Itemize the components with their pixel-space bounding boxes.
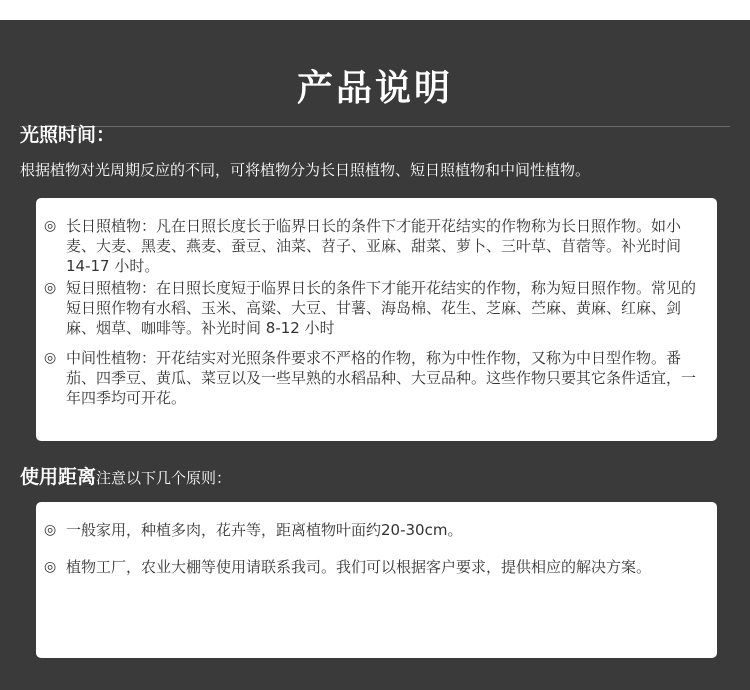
page-title: 产品说明 (296, 67, 453, 109)
title-divider (20, 126, 730, 127)
list-item-long-day (44, 216, 705, 276)
list-item-home-use (44, 520, 705, 541)
bullet-icon: ◎ (44, 350, 57, 366)
home-use-text: 一般家用，种植多肉，花卉等，距离植物叶面约20-30cm。 (66, 521, 463, 539)
light-types-card (36, 198, 717, 441)
distance-heading (20, 464, 231, 491)
distance-card (36, 502, 717, 658)
product-info-panel (0, 20, 750, 690)
long-day-text: 长日照植物：凡在日照长度长于临界日长的条件下才能开花结实的作物称为长日照作物。如小麦、大麦、黑麦、燕麦、蚕豆、油菜、苕子、亚麻、甜菜、萝卜、三叶草、苜蓿等。补光时间 14-17 小时。 (66, 217, 682, 275)
distance-heading-note: 注意以下几个原则： (96, 469, 232, 487)
day-neutral-text: 中间性植物：开花结实对光照条件要求不严格的作物，称为中性作物，又称为中日型作物。番茄、四季豆、黄瓜、菜豆以及一些早熟的水稻品种、大豆品种。这些作物只要其它条件适宜，一年四季均可开花。 (66, 349, 697, 407)
list-item-commercial-use (44, 557, 705, 578)
light-time-intro: 根据植物对光周期反应的不同，可将植物分为长日照植物、短日照植物和中间性植物。 (20, 161, 591, 179)
bullet-icon: ◎ (44, 522, 57, 538)
commercial-use-text: 植物工厂，农业大棚等使用请联系我司。我们可以根据客户要求，提供相应的解决方案。 (66, 558, 652, 576)
short-day-text: 短日照植物：在日照长度短于临界日长的条件下才能开花结实的作物，称为短日照作物。常见的短日照作物有水稻、玉米、高粱、大豆、甘薯、海岛棉、花生、芝麻、苎麻、黄麻、红麻、剑麻、烟草、咖啡等。补光时间 8-12 小时 (66, 279, 697, 337)
distance-heading-title: 使用距离 (20, 466, 97, 488)
bullet-icon: ◎ (44, 218, 57, 234)
list-item-short-day (44, 278, 705, 338)
bullet-icon: ◎ (44, 559, 57, 575)
bullet-icon: ◎ (44, 280, 57, 296)
light-time-heading: 光照时间： (20, 124, 116, 146)
list-item-day-neutral (44, 348, 705, 408)
